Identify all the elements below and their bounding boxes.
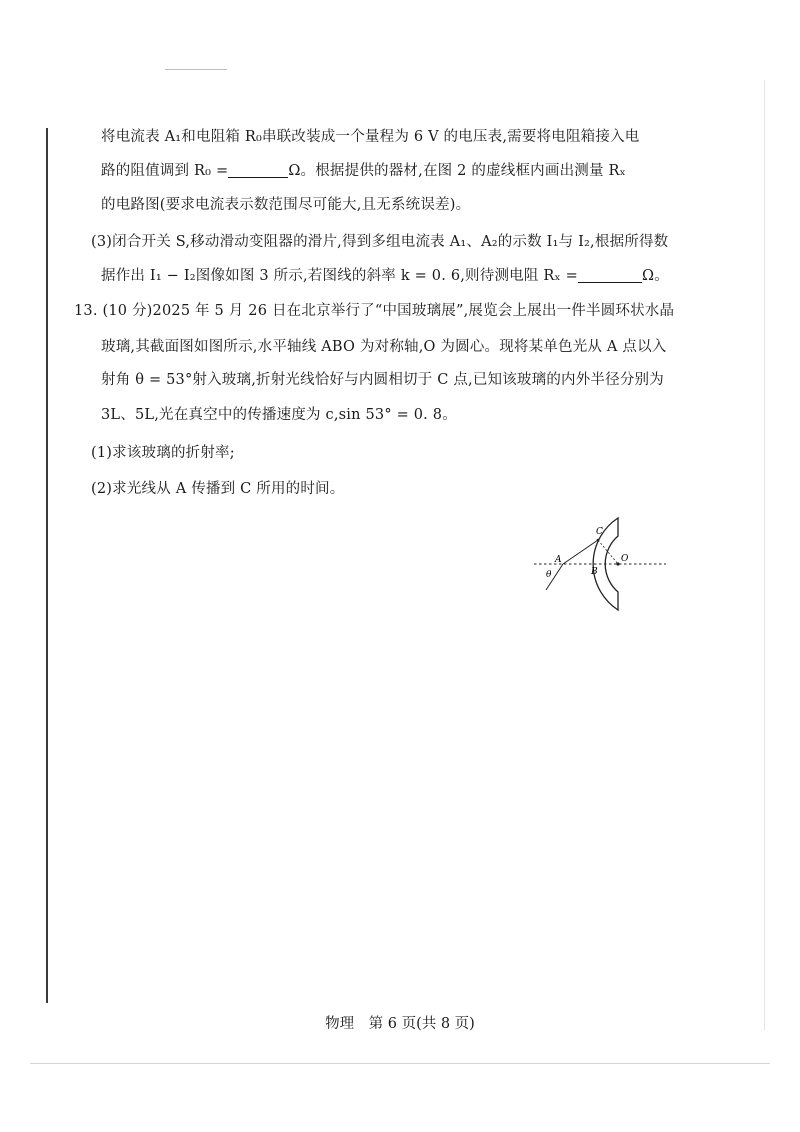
q12-part3-line-2-start: 据作出 I₁ − I₂图像如图 3 所示,若图线的斜率 k = 0. 6,则待测电阻 Rₓ = xyxy=(101,268,578,284)
label-b: B xyxy=(591,567,598,577)
right-margin-line xyxy=(764,80,765,1030)
q12-part3-line-2 xyxy=(101,266,669,286)
q12-line-2 xyxy=(101,161,626,181)
q13-line-4: 3L、5L,光在真空中的传播速度为 c,sin 53° = 0. 8。 xyxy=(101,407,457,423)
glass-ring-figure xyxy=(532,510,672,620)
label-c: C xyxy=(596,527,603,537)
left-margin-line xyxy=(46,128,48,1003)
radius-oc xyxy=(598,540,618,564)
label-a: A xyxy=(555,555,562,565)
q12-part3-line-2-end: Ω。 xyxy=(641,268,669,284)
q13-subquestion-1: (1)求该玻璃的折射率; xyxy=(91,445,235,461)
q12-part3-line-1: (3)闭合开关 S,移动滑动变阻器的滑片,得到多组电流表 A₁、A₂的示数 I₁与 I₂,根据所得数 xyxy=(91,234,669,250)
bottom-rule xyxy=(30,1063,770,1064)
q12-line-1: 将电流表 A₁和电阻箱 R₀串联改装成一个量程为 6 V 的电压表,需要将电阻箱接入电 xyxy=(101,129,640,145)
q13-line-3: 射角 θ = 53°射入玻璃,折射光线恰好与内圆相切于 C 点,已知该玻璃的内外半径分别为 xyxy=(101,372,664,388)
q12-line-3: 的电路图(要求电流表示数范围尽可能大,且无系统误差)。 xyxy=(101,197,471,213)
q12-line-2-end: Ω。根据提供的器材,在图 2 的虚线框内画出测量 Rₓ xyxy=(288,163,626,179)
label-o: O xyxy=(621,554,629,564)
tangent-point-c xyxy=(597,539,600,542)
q13-line-2: 玻璃,其截面图如图所示,水平轴线 ABO 为对称轴,O 为圆心。现将某单色光从 A 点以入 xyxy=(101,339,667,355)
top-rule xyxy=(165,69,227,70)
q13-subquestion-2: (2)求光线从 A 传播到 C 所用的时间。 xyxy=(91,481,345,497)
page-footer: 物理 第 6 页(共 8 页) xyxy=(325,1016,475,1032)
q13-line-1: 13. (10 分)2025 年 5 月 26 日在北京举行了“中国玻璃展”,展览会上展出一件半圆环状水晶 xyxy=(74,303,675,319)
answer-blank-rx xyxy=(578,268,642,283)
q12-line-2-start: 路的阻值调到 R₀ = xyxy=(101,163,229,179)
label-theta: θ xyxy=(546,570,552,580)
center-point-o xyxy=(616,562,619,565)
answer-blank-r0 xyxy=(228,163,288,178)
